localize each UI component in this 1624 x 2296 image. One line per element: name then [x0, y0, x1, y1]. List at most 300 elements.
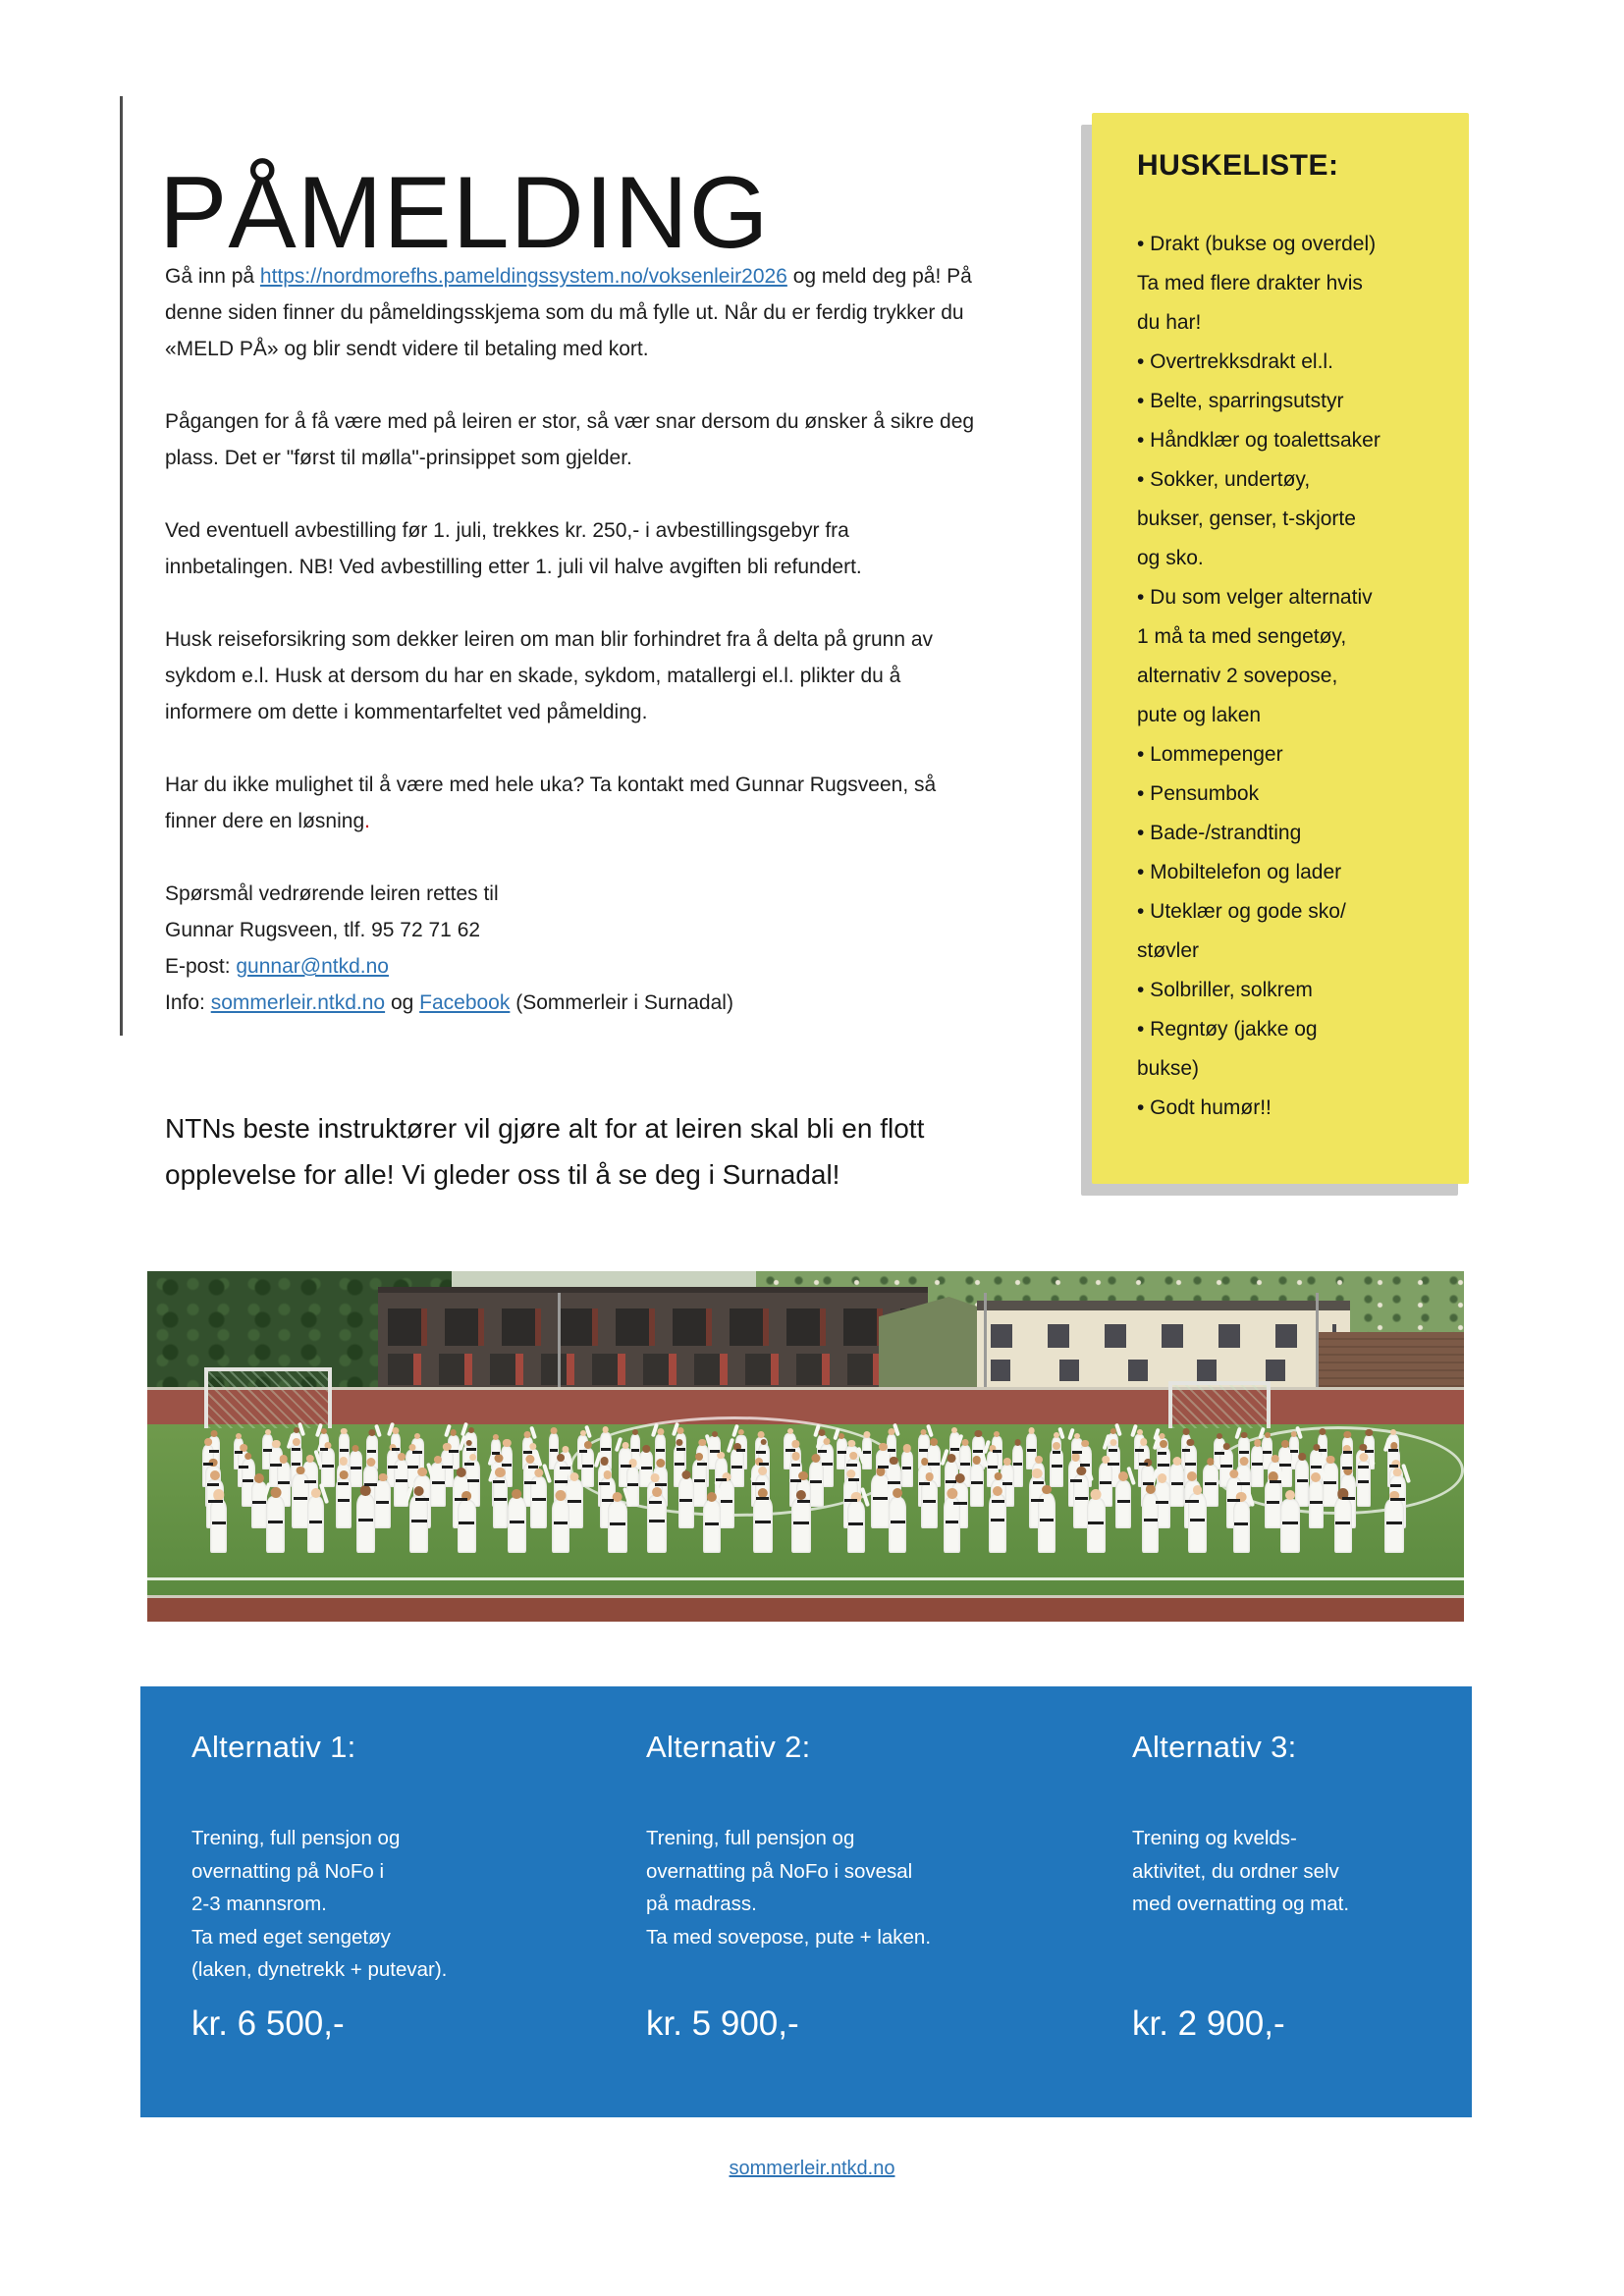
person-head [512, 1489, 521, 1499]
person-belt [791, 1464, 800, 1467]
person-body [970, 1464, 985, 1507]
person-head [819, 1429, 826, 1436]
person-belt [752, 1482, 765, 1485]
person-head [398, 1453, 406, 1461]
person-belt [568, 1500, 581, 1503]
person-belt [1013, 1463, 1022, 1466]
person-body [1384, 1499, 1403, 1553]
person-head [791, 1452, 800, 1461]
person-body [608, 1501, 627, 1553]
checklist-item [1137, 735, 1424, 774]
text-segment: Har du ikke mulighet til å være med hele uka? Ta kontakt med Gunnar Rugsveen, så finner dere en løsning [165, 774, 937, 832]
person-belt [1070, 1479, 1082, 1482]
person-belt [755, 1521, 771, 1523]
person-body [1309, 1480, 1324, 1528]
alternative-desc-line: Trening og kvelds- [1132, 1827, 1297, 1849]
person-belt [1088, 1522, 1103, 1524]
alternative-description [1132, 1822, 1349, 1921]
person-belt [1108, 1463, 1118, 1466]
person-body [889, 1497, 907, 1553]
person-belt [1190, 1519, 1205, 1522]
alternative-desc-line: (laken, dynetrekk + putevar). [191, 1958, 448, 1981]
text-segment: Ved eventuell avbestilling før 1. juli, trekkes kr. 250,- i avbestillingsgebyr fra innbetalingen. NB! Ved avbestilling etter 1. juli vil halve avgiften bli refundert. [165, 519, 862, 578]
person-figure [889, 1488, 907, 1553]
person-body [1280, 1499, 1300, 1554]
text-segment: E-post: [165, 955, 237, 978]
person-belt [338, 1499, 351, 1502]
closing-line: NTNs beste instruktører vil gjøre alt for at leiren skal bli en flott [165, 1113, 925, 1144]
person-head [417, 1468, 427, 1477]
person-belt [848, 1478, 860, 1481]
person-belt [1100, 1481, 1110, 1484]
person-belt [320, 1448, 328, 1451]
person-belt [528, 1466, 538, 1468]
person-head [270, 1487, 281, 1498]
text-segment: og [385, 991, 420, 1014]
person-belt [790, 1479, 801, 1482]
person-belt [1227, 1499, 1240, 1502]
person-belt [1158, 1464, 1168, 1467]
person-belt [396, 1479, 407, 1482]
person-belt [1342, 1467, 1352, 1469]
person-figure [1188, 1485, 1207, 1553]
person-belt [705, 1522, 719, 1525]
person-belt [1237, 1482, 1250, 1485]
person-belt [627, 1483, 638, 1486]
person-head [1110, 1439, 1116, 1446]
person-belt [1252, 1463, 1263, 1466]
person-belt [432, 1481, 445, 1484]
person-head [925, 1472, 934, 1481]
person-belt [993, 1450, 1001, 1453]
person-belt [455, 1498, 468, 1501]
person-belt [449, 1450, 459, 1453]
person-body [678, 1477, 694, 1528]
checklist-item [1137, 343, 1424, 382]
alternative-desc-line: 2-3 mannsrom. [191, 1893, 327, 1915]
person-belt [340, 1449, 349, 1452]
person-head [413, 1486, 424, 1497]
checklist-line: • Sokker, undertøy, [1137, 468, 1311, 491]
person-belt [1080, 1464, 1091, 1467]
body-paragraphs [165, 258, 980, 1057]
person-belt [278, 1481, 290, 1484]
person-head [651, 1473, 660, 1482]
text-segment: Husk reiseforsikring som dekker leiren om man blir forhindret fra å delta på grunn av sykdom e.l. Husk at dersom du har en skade, sykdom, matallergi el.l. plikter du å informere om dette i kommentarfeltet ved påmelding. [165, 628, 934, 723]
inline-link[interactable]: Facebook [419, 991, 511, 1014]
person-belt [923, 1500, 937, 1503]
person-body [921, 1480, 938, 1528]
person-head [360, 1485, 371, 1496]
checklist-item [1137, 853, 1424, 892]
person-head [280, 1455, 289, 1464]
person-belt [878, 1466, 890, 1468]
person-belt [656, 1449, 665, 1452]
person-head [1074, 1433, 1080, 1439]
alternative-desc-line: overnatting på NoFo i sovesal [646, 1859, 913, 1883]
checklist-line: • Håndklær og toalettsaker [1137, 429, 1380, 452]
person-figure [430, 1456, 446, 1507]
person-head [994, 1431, 1000, 1437]
person-figure [1038, 1485, 1056, 1554]
checklist-item [1137, 382, 1424, 421]
person-head [758, 1467, 768, 1476]
person-belt [1052, 1465, 1062, 1468]
person-belt [1171, 1482, 1183, 1485]
person-body [266, 1496, 285, 1553]
person-belt [1390, 1498, 1404, 1501]
alternative-card-1 [191, 1686, 623, 2117]
person-head [494, 1454, 503, 1463]
person-belt [891, 1521, 905, 1523]
person-body [409, 1495, 429, 1553]
person-head [930, 1438, 938, 1446]
person-head [758, 1431, 765, 1438]
person-belt [848, 1522, 863, 1525]
checklist-box [1092, 113, 1469, 1184]
person-belt [716, 1478, 727, 1481]
person-head [1285, 1490, 1295, 1500]
checklist-item [1137, 578, 1424, 735]
person-body [791, 1498, 811, 1553]
person-belt [252, 1501, 265, 1504]
person-belt [239, 1466, 248, 1468]
person-belt [797, 1500, 809, 1503]
alternative-desc-line: på madrass. [646, 1893, 757, 1915]
person-belt [1343, 1451, 1351, 1454]
alternative-price: kr. 6 500,- [191, 2004, 345, 2043]
person-head [1393, 1468, 1402, 1477]
checklist-item [1137, 460, 1424, 578]
person-figure [1357, 1453, 1371, 1507]
person-head [1326, 1456, 1334, 1465]
checklist-line: • Godt humør!! [1137, 1096, 1272, 1119]
person-head [450, 1429, 457, 1436]
person-belt [322, 1465, 334, 1468]
inline-link[interactable]: sommerleir.ntkd.no [210, 991, 386, 1014]
person-figure [552, 1490, 569, 1554]
person-belt [602, 1499, 615, 1502]
person-belt [838, 1451, 846, 1454]
person-head [409, 1444, 416, 1451]
person-figure [1280, 1490, 1300, 1553]
photo-running-track-front [147, 1595, 1464, 1622]
person-figure [1309, 1472, 1324, 1528]
person-belt [649, 1501, 662, 1504]
person-body [1050, 1449, 1063, 1487]
paragraph [165, 876, 980, 1021]
person-head [1140, 1438, 1148, 1446]
person-belt [655, 1483, 667, 1486]
person-figure [1115, 1471, 1131, 1528]
checklist-title: HUSKELISTE: [1137, 149, 1339, 182]
person-head [1160, 1440, 1167, 1448]
person-head [602, 1426, 609, 1433]
person-head [378, 1473, 387, 1482]
person-body [1115, 1480, 1131, 1529]
person-figure [374, 1473, 391, 1528]
checklist-line: alternativ 2 sovepose, [1137, 665, 1338, 687]
checklist-line: • Regntøy (jakke og [1137, 1018, 1318, 1041]
person-belt [1072, 1451, 1082, 1454]
person-belt [1263, 1451, 1272, 1454]
alternative-card-3 [1132, 1686, 1456, 2117]
person-belt [209, 1450, 219, 1453]
text-segment: og meld deg på! På denne siden finner du påmeldingsskjema som du må fylle ut. Når du er ferdig trykker du «MELD PÅ» og blir sendt videre til betaling med kort. [165, 265, 972, 360]
alternatives-section [140, 1686, 1472, 2117]
checklist-line: • Belte, sparringsutstyr [1137, 390, 1344, 412]
person-belt [599, 1482, 610, 1485]
person-figure [1169, 1457, 1184, 1508]
checklist-line: • Bade-/strandting [1137, 822, 1302, 844]
person-belt [919, 1482, 930, 1485]
person-belt [494, 1498, 506, 1501]
checklist-line: du har! [1137, 311, 1202, 334]
person-head [604, 1470, 613, 1479]
person-belt [1358, 1466, 1369, 1468]
person-belt [243, 1479, 253, 1482]
person-figure [307, 1488, 324, 1553]
person-belt [679, 1499, 692, 1502]
person-belt [582, 1465, 593, 1468]
person-head [712, 1431, 718, 1437]
person-belt [466, 1448, 476, 1451]
person-figure [336, 1470, 352, 1528]
person-head [1271, 1455, 1279, 1464]
person-belt [1215, 1452, 1224, 1455]
person-figure [989, 1486, 1006, 1554]
person-head [893, 1488, 902, 1498]
person-belt [338, 1482, 349, 1485]
person-belt [532, 1498, 546, 1501]
person-head [244, 1453, 252, 1461]
person-body [1233, 1501, 1250, 1553]
text-segment: Gå inn på [165, 265, 260, 288]
person-belt [928, 1463, 940, 1466]
person-belt [1135, 1449, 1144, 1452]
person-belt [1139, 1463, 1149, 1466]
checklist-line: bukser, genser, t-skjorte [1137, 507, 1356, 530]
person-belt [1182, 1449, 1190, 1452]
person-belt [207, 1483, 220, 1486]
person-belt [388, 1466, 398, 1468]
person-belt [631, 1449, 639, 1452]
person-head [677, 1427, 684, 1434]
person-belt [888, 1481, 900, 1484]
person-head [414, 1433, 420, 1439]
checklist-item [1137, 814, 1424, 853]
person-head [1311, 1472, 1321, 1482]
footer-link[interactable]: sommerleir.ntkd.no [729, 2158, 895, 2179]
revision-bar [120, 96, 123, 1036]
person-belt [555, 1480, 568, 1483]
person-belt [991, 1519, 1004, 1522]
inline-link[interactable]: gunnar@ntkd.no [236, 955, 389, 978]
text-segment: (Sommerleir i Surnadal) [510, 991, 733, 1014]
person-head [1053, 1442, 1060, 1450]
person-head [695, 1453, 703, 1461]
person-figure [409, 1486, 429, 1553]
person-head [632, 1429, 638, 1435]
paragraph [165, 258, 980, 367]
person-head [1390, 1429, 1396, 1435]
person-belt [415, 1498, 429, 1501]
person-figure [508, 1489, 526, 1553]
person-head [1054, 1432, 1059, 1438]
checklist-line: bukse) [1137, 1057, 1200, 1080]
person-belt [459, 1522, 473, 1524]
person-head [468, 1427, 474, 1433]
person-head [787, 1428, 793, 1434]
inline-link[interactable]: https://nordmorefhs.pameldingssystem.no/voksenleir2026 [259, 265, 787, 288]
person-belt [756, 1451, 766, 1454]
checklist-item [1137, 892, 1424, 971]
person-belt [1158, 1452, 1167, 1455]
person-head [1014, 1439, 1021, 1446]
person-belt [376, 1501, 389, 1504]
person-figure [266, 1487, 285, 1553]
person-head [1265, 1432, 1271, 1438]
person-head [850, 1452, 858, 1460]
person-belt [1031, 1499, 1044, 1502]
person-figure [944, 1488, 960, 1553]
person-body [493, 1476, 509, 1528]
person-belt [1033, 1481, 1044, 1484]
person-body [847, 1501, 865, 1553]
person-figure [530, 1468, 547, 1528]
person-figure [871, 1467, 889, 1528]
text-segment: . [364, 810, 370, 832]
alternative-desc-line: aktivitet, du ordner selv [1132, 1859, 1339, 1883]
person-belt [1390, 1484, 1402, 1487]
alternative-desc-line: Trening, full pensjon og [191, 1827, 401, 1849]
person-belt [411, 1520, 427, 1522]
person-belt [1311, 1466, 1322, 1468]
person-belt [736, 1449, 745, 1452]
group-photo [147, 1271, 1464, 1622]
person-head [1241, 1432, 1248, 1439]
person-belt [1220, 1465, 1231, 1468]
person-belt [1310, 1501, 1322, 1504]
person-belt [1342, 1497, 1355, 1500]
person-belt [1075, 1497, 1088, 1500]
person-head [570, 1472, 579, 1481]
person-belt [677, 1448, 685, 1451]
person-belt [412, 1451, 422, 1454]
person-figure [678, 1470, 694, 1528]
person-head [580, 1430, 586, 1436]
person-belt [208, 1500, 223, 1503]
person-head [973, 1456, 982, 1465]
person-belt [493, 1480, 505, 1483]
person-belt [844, 1499, 857, 1502]
person-belt [579, 1450, 588, 1453]
person-head [961, 1439, 968, 1446]
alternative-desc-line: med overnatting og mat. [1132, 1893, 1350, 1915]
person-belt [1040, 1519, 1054, 1522]
person-head [1299, 1453, 1307, 1461]
person-belt [1290, 1450, 1299, 1453]
person-belt [235, 1451, 243, 1454]
person-body [989, 1494, 1006, 1553]
person-belt [212, 1522, 226, 1524]
person-figure [493, 1468, 509, 1528]
page-title: PÅMELDING [159, 155, 770, 270]
person-belt [863, 1451, 871, 1454]
person-head [1091, 1489, 1102, 1500]
checklist-line: • Overtrekksdrakt el.l. [1137, 350, 1333, 373]
person-belt [992, 1500, 1004, 1503]
person-head [994, 1472, 1002, 1481]
photo-crowd [147, 1271, 1464, 1622]
person-head [558, 1454, 566, 1462]
person-figure [901, 1444, 913, 1487]
person-head [947, 1454, 955, 1463]
person-belt [1239, 1451, 1248, 1454]
person-belt [442, 1466, 453, 1468]
person-head [1193, 1485, 1203, 1495]
person-belt [292, 1448, 300, 1451]
person-belt [946, 1521, 959, 1523]
person-figure [647, 1487, 667, 1553]
person-belt [946, 1480, 956, 1483]
person-head [469, 1454, 477, 1462]
person-figure [1251, 1439, 1264, 1487]
person-belt [731, 1466, 742, 1468]
person-belt [467, 1479, 479, 1482]
person-head [1158, 1473, 1167, 1483]
alternative-desc-line: Ta med eget sengetøy [191, 1925, 391, 1949]
person-body [210, 1499, 227, 1553]
person-belt [1389, 1465, 1399, 1468]
person-belt [953, 1502, 967, 1505]
person-head [556, 1490, 567, 1501]
alternative-description [191, 1822, 447, 1987]
alternative-desc-line: overnatting på NoFo i [191, 1859, 385, 1883]
person-head [920, 1429, 927, 1436]
person-belt [973, 1450, 983, 1453]
person-head [352, 1445, 359, 1452]
alternative-title: Alternativ 1: [191, 1730, 356, 1764]
checklist-items [1137, 225, 1424, 1128]
person-belt [492, 1452, 500, 1455]
person-body [336, 1477, 352, 1528]
person-figure [210, 1489, 227, 1553]
person-belt [1386, 1522, 1401, 1524]
person-belt [1002, 1482, 1013, 1485]
person-head [466, 1440, 473, 1447]
person-head [652, 1487, 662, 1497]
person-head [341, 1428, 348, 1435]
person-body [1265, 1480, 1281, 1528]
person-head [839, 1433, 844, 1439]
person-head [1217, 1433, 1222, 1439]
person-belt [649, 1520, 665, 1522]
person-belt [810, 1480, 822, 1483]
person-belt [1156, 1501, 1168, 1504]
person-head [1028, 1427, 1035, 1434]
person-belt [304, 1480, 316, 1483]
person-head [951, 1427, 957, 1433]
checklist-line: • Solbriller, solkrem [1137, 979, 1313, 1001]
person-belt [510, 1521, 525, 1523]
alternative-card-2 [646, 1686, 1098, 2117]
person-belt [364, 1483, 376, 1486]
person-belt [270, 1464, 281, 1467]
person-body [753, 1497, 772, 1553]
checklist-line: Ta med flere drakter hvis [1137, 272, 1363, 294]
person-belt [721, 1500, 732, 1503]
